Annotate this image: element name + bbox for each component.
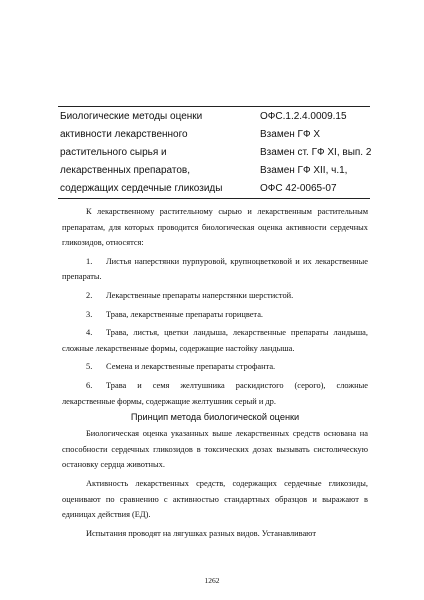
list-item: [62, 378, 368, 409]
list-item: [62, 307, 368, 323]
document-body: [62, 204, 368, 541]
code-line: Взамен ГФ XII, ч.1,: [260, 165, 348, 176]
list-item: [62, 325, 368, 356]
code-line: ОФС 42-0065-07: [260, 183, 337, 194]
document-codes: [260, 108, 390, 198]
list-item: [62, 254, 368, 285]
intro-paragraph: К лекарственному растительному сырью и лекарственным растительным препаратам, для которых проводится биологическая оценка активности сердечных гликозидов, относятся:: [62, 207, 368, 248]
list-item-number: 5.: [86, 362, 93, 372]
document-title: [60, 108, 250, 198]
list-item-number: 3.: [86, 309, 93, 319]
list-item-number: 6.: [86, 380, 93, 390]
title-line: Биологические методы оценки: [60, 111, 203, 122]
document-header: [58, 108, 378, 200]
list-item-number: 1.: [86, 256, 93, 266]
header-bottom-rule: [58, 198, 370, 199]
list-item-number: 2.: [86, 290, 93, 300]
code-line: Взамен ст. ГФ XI, вып. 2: [260, 147, 372, 158]
list-item: [62, 359, 368, 375]
list-item-text: Семена и лекарственные препараты строфанта.: [106, 362, 276, 372]
list-item-text: Трава, листья, цветки ландыша, лекарственные препараты ландыша, сложные лекарственные формы, содержащие настойку ландыша.: [62, 328, 368, 353]
page-number: 1262: [204, 576, 220, 585]
list-item-text: Трава и семя желтушника раскидистого (серого), сложные лекарственные формы, содержащие желтушник серый и др.: [62, 380, 368, 406]
header-top-rule: [58, 106, 370, 107]
section-title: Принцип метода биологической оценки: [130, 412, 300, 423]
code-line: Взамен ГФ X: [260, 129, 321, 140]
list-item-text: Листья наперстянки пурпуровой, крупноцветковой и их лекарственные препараты.: [62, 256, 368, 282]
title-line: растительного сырья и: [60, 147, 167, 158]
title-line: лекарственных препаратов,: [60, 165, 191, 176]
body-paragraph: Биологическая оценка указанных выше лекарственных средств основана на способности сердечных гликозидов в токсических дозах вызывать систолическую остановку сердца животных.: [62, 429, 368, 470]
list-item-text: Трава, лекарственные препараты горицвета.: [106, 309, 264, 319]
list-item-number: 4.: [86, 328, 93, 338]
list-item-text: Лекарственные препараты наперстянки шерстистой.: [106, 290, 294, 300]
list-item: [62, 288, 368, 304]
body-paragraph: Испытания проводят на лягушках разных видов. Устанавливают: [86, 528, 316, 538]
title-line: активности лекарственного: [60, 129, 188, 140]
code-line: ОФС.1.2.4.0009.15: [260, 111, 347, 122]
title-line: содержащих сердечные гликозиды: [60, 183, 223, 194]
body-paragraph: Активность лекарственных средств, содержащих сердечные гликозиды, оценивают по сравнению с активностью стандартных образцов и выражают в единицах действия (ЕД).: [62, 478, 368, 520]
